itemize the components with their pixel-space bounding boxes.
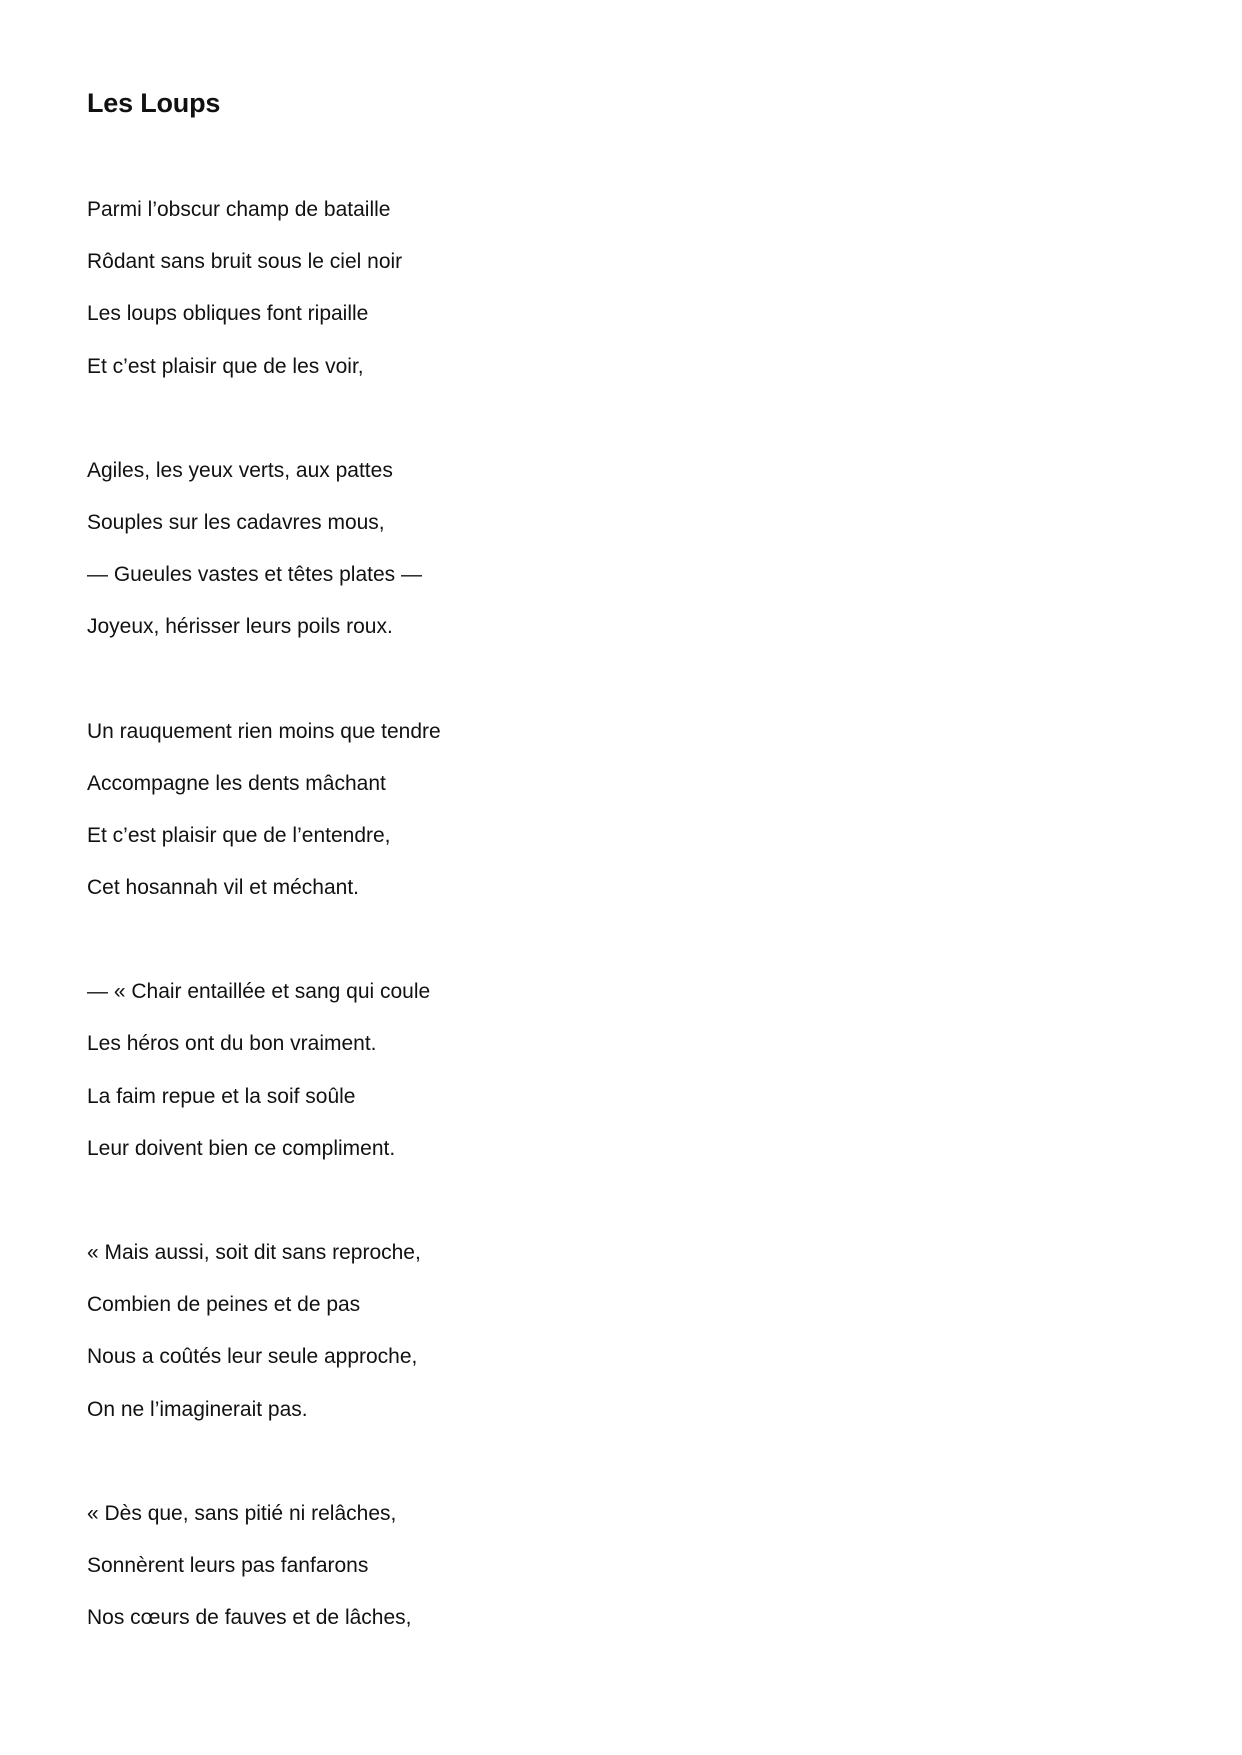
stanza-2 (87, 456, 1087, 665)
poem-title: Les Loups (87, 88, 221, 118)
poem-line: Et c’est plaisir que de les voir, (87, 354, 364, 378)
poem-line: Sonnèrent leurs pas fanfarons (87, 1553, 369, 1577)
poem-line: Nous a coûtés leur seule approche, (87, 1345, 418, 1369)
poem-line: Souples sur les cadavres mous, (87, 510, 385, 534)
poem-line: Combien de peines et de pas (87, 1293, 361, 1317)
poem-line: Leur doivent bien ce compliment. (87, 1136, 396, 1160)
stanza-5 (87, 1238, 1087, 1447)
poem-line: Nos cœurs de fauves et de lâches, (87, 1606, 412, 1630)
poem-line: Et c’est plaisir que de l’entendre, (87, 823, 391, 847)
stanza-3 (87, 717, 1087, 926)
stanza-1 (87, 195, 1087, 404)
poem-line: Agiles, les yeux verts, aux pattes (87, 458, 393, 482)
stanza-6 (87, 1499, 1087, 1656)
stanza-4 (87, 977, 1087, 1186)
poem-line: Les héros ont du bon vraiment. (87, 1032, 377, 1056)
poem-line: Parmi l’obscur champ de bataille (87, 198, 391, 221)
poem-body (87, 195, 1087, 1707)
poem-line: — Gueules vastes et têtes plates — (87, 563, 422, 587)
poem-line: — « Chair entaillée et sang qui coule (87, 980, 431, 1004)
poem-line: Cet hosannah vil et méchant. (87, 876, 359, 900)
poem-line: « Mais aussi, soit dit sans reproche, (87, 1241, 421, 1264)
poem-line: Les loups obliques font ripaille (87, 302, 369, 326)
poem-line: On ne l’imaginerait pas. (87, 1397, 308, 1421)
poem-line: Un rauquement rien moins que tendre (87, 719, 441, 743)
poem-line: La faim repue et la soif soûle (87, 1084, 356, 1108)
poem-line: « Dès que, sans pitié ni relâches, (87, 1501, 397, 1525)
poem-line: Joyeux, hérisser leurs poils roux. (87, 615, 393, 639)
poem-line: Accompagne les dents mâchant (87, 771, 386, 795)
poem-line: Rôdant sans bruit sous le ciel noir (87, 250, 403, 274)
